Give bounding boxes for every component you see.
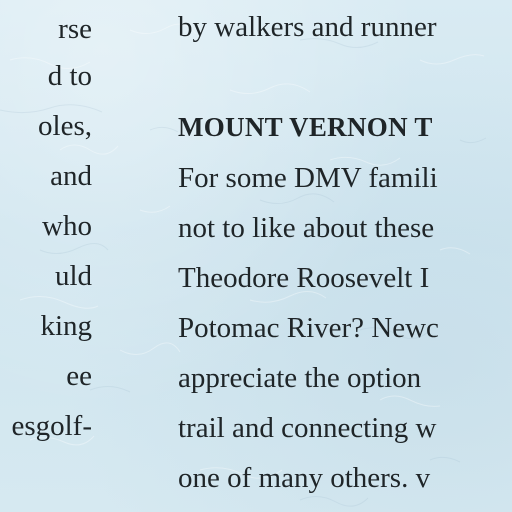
right-column-line: For some DMV famili bbox=[178, 162, 438, 194]
left-column-line: ee bbox=[66, 360, 92, 392]
right-column-line: appreciate the option bbox=[178, 362, 422, 394]
right-column-line: not to like about these bbox=[178, 212, 435, 244]
left-column-line: and bbox=[50, 160, 92, 192]
left-text-column bbox=[0, 0, 118, 512]
left-column-line: uld bbox=[54, 260, 92, 292]
left-column-line: rse bbox=[58, 13, 92, 45]
right-column-line: one of many others. v bbox=[178, 462, 431, 494]
left-column-line: who bbox=[42, 210, 92, 242]
right-column-line: by walkers and runner bbox=[178, 11, 437, 43]
right-column-line: trail and connecting w bbox=[178, 412, 437, 444]
right-column-line: Potomac River? Newc bbox=[178, 312, 439, 344]
right-text-column bbox=[178, 0, 512, 512]
left-column-line: oles, bbox=[38, 110, 92, 142]
left-column-line: d to bbox=[47, 60, 92, 92]
left-column-line: king bbox=[40, 310, 92, 342]
section-heading: MOUNT VERNON T bbox=[178, 112, 433, 142]
right-column-line: Theodore Roosevelt I bbox=[178, 262, 430, 294]
left-column-line: esgolf- bbox=[11, 410, 92, 442]
